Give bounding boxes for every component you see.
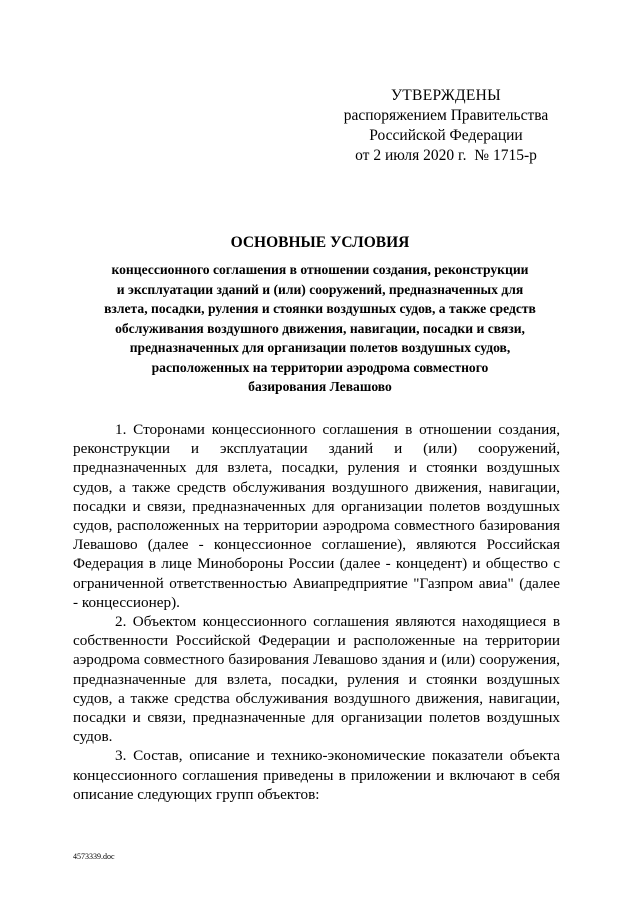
- file-name-footer: 4573339.doc: [73, 852, 115, 861]
- paragraph-2: 2. Объектом концессионного соглашения являются находящиеся в собственности Российской Федерации и расположенные на территории аэродрома совместного базирования Левашово здания и (или) сооружения, предназначенные для взлета, посадки, руления и стоянки воздушных судов, а также средства обслуживания воздушного движения, навигации, посадки и связи, предназначенные для организации полетов воздушных судов.: [73, 613, 560, 746]
- subtitle-line: базирования Левашово: [248, 379, 392, 394]
- approval-issuer: распоряжением Правительства: [343, 107, 549, 124]
- document-subtitle: [70, 260, 570, 397]
- document-title: ОСНОВНЫЕ УСЛОВИЯ: [230, 234, 410, 251]
- approval-heading: УТВЕРЖДЕНЫ: [391, 87, 501, 104]
- subtitle-line: обслуживания воздушного движения, навигации, посадки и связи,: [115, 320, 525, 336]
- subtitle-line: расположенных на территории аэродрома совместного: [151, 359, 489, 375]
- approval-issuer-country: Российской Федерации: [369, 127, 523, 144]
- approval-block: [330, 86, 562, 166]
- subtitle-line: концессионного соглашения в отношении создания, реконструкции: [111, 262, 529, 277]
- subtitle-line: и эксплуатации зданий и (или) сооружений, предназначенных для: [116, 281, 524, 297]
- document-body: [73, 420, 560, 804]
- approval-date-number: от 2 июля 2020 г. № 1715-р: [355, 147, 537, 164]
- paragraph-3: 3. Состав, описание и технико-экономические показатели объекта концессионного соглашения приведены в приложении и включают в себя описание следующих групп объектов:: [73, 747, 560, 803]
- paragraph-1: 1. Сторонами концессионного соглашения в отношении создания, реконструкции и эксплуатации зданий и (или) сооружений, предназначенных для взлета, посадки, руления и стоянки воздушных судов, а также средств обслуживания воздушного движения, навигации, посадки и связи, предназначенных для организации полетов воздушных судов, расположенных на территории аэродрома совместного базирования Левашово (далее - концессионное соглашение), являются Российская Федерация в лице Минобороны России (далее - концедент) и общество с ограниченной ответственностью Авиапредприятие "Газпром авиа" (далее - концессионер).: [73, 421, 560, 611]
- subtitle-line: взлета, посадки, руления и стоянки воздушных судов, а также средств: [104, 301, 536, 316]
- subtitle-line: предназначенных для организации полетов воздушных судов,: [129, 340, 511, 355]
